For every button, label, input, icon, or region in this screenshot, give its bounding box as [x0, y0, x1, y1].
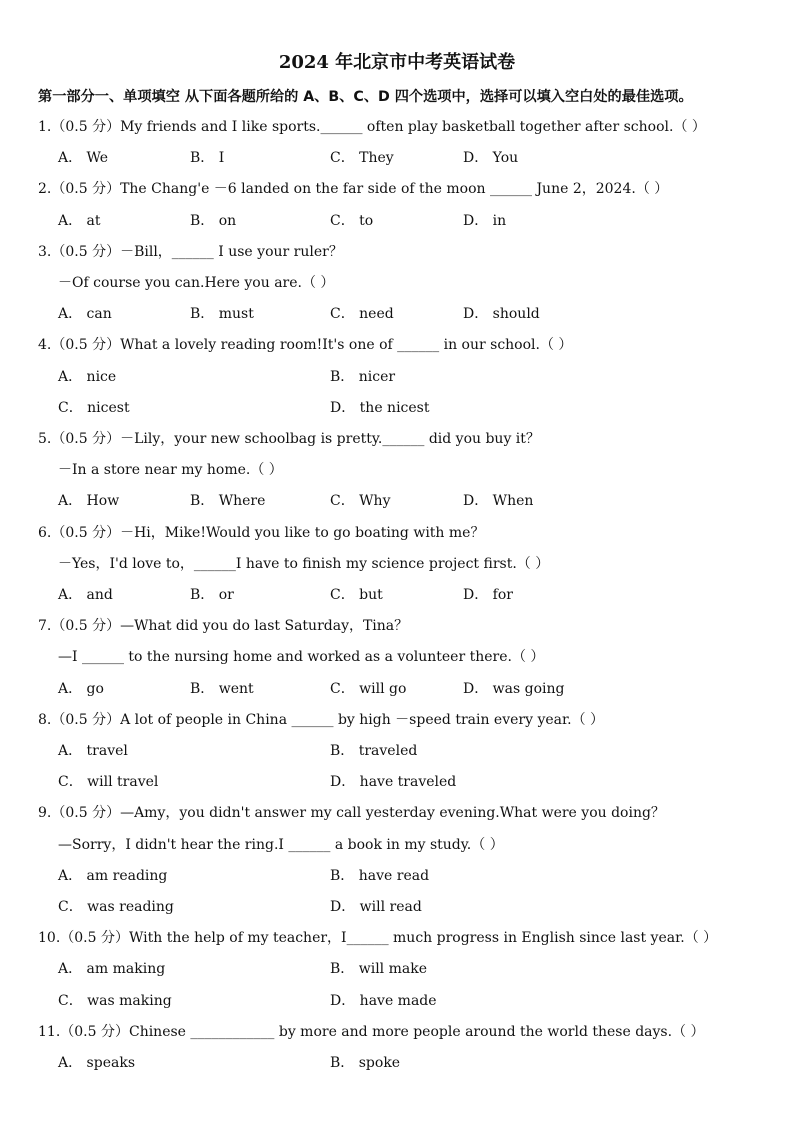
question-7-stem: 7.（0.5 分）—What did you do last Saturday，Tina？ [38, 618, 409, 634]
q4-option-a[interactable]: A． nice [58, 369, 117, 385]
question-9-reply: —Sorry，I didn't hear the ring.I ______ a book in my study.（ ） [58, 837, 504, 853]
q2-option-b[interactable]: B． on [190, 213, 237, 229]
q2-option-a[interactable]: A． at [58, 213, 101, 229]
q7-option-b[interactable]: B． went [190, 681, 254, 697]
q8-option-b[interactable]: B． traveled [330, 743, 418, 759]
question-9-stem: 9.（0.5 分）—Amy，you didn't answer my call yesterday evening.What were you doing？ [38, 805, 665, 821]
q7-option-c[interactable]: C． will go [330, 681, 407, 697]
q6-option-c[interactable]: C． but [330, 587, 383, 603]
q2-option-d[interactable]: D． in [463, 213, 507, 229]
q3-option-a[interactable]: A． can [58, 306, 112, 322]
q5-option-b[interactable]: B． Where [190, 493, 266, 509]
question-10-stem: 10.（0.5 分）With the help of my teacher，I______ much progress in English since last year.（ ） [38, 930, 718, 946]
q7-option-a[interactable]: A． go [58, 681, 104, 697]
q3-option-c[interactable]: C． need [330, 306, 394, 322]
q10-option-a[interactable]: A． am making [58, 961, 166, 977]
q4-option-d[interactable]: D． the nicest [330, 400, 430, 416]
q9-option-b[interactable]: B． have read [330, 868, 430, 884]
q5-option-c[interactable]: C． Why [330, 493, 391, 509]
question-11-stem: 11.（0.5 分）Chinese ____________ by more and more people around the world these days.（ ） [38, 1024, 705, 1040]
q9-option-c[interactable]: C． was reading [58, 899, 174, 915]
q1-option-d[interactable]: D． You [463, 150, 519, 166]
question-8-stem: 8.（0.5 分）A lot of people in China ______ by high －speed train every year.（ ） [38, 712, 605, 728]
q10-option-c[interactable]: C． was making [58, 993, 172, 1009]
question-5-reply: －In a store near my home.（ ） [58, 462, 283, 478]
question-2-stem: 2.（0.5 分）The Chang'e －6 landed on the far side of the moon ______ June 2，2024.（ ） [38, 181, 669, 197]
question-3-reply: －Of course you can.Here you are.（ ） [58, 275, 335, 291]
q9-option-d[interactable]: D． will read [330, 899, 422, 915]
q11-option-a[interactable]: A． speaks [58, 1055, 136, 1071]
q10-option-b[interactable]: B． will make [330, 961, 427, 977]
question-7-reply: —I ______ to the nursing home and worked as a volunteer there.（ ） [58, 649, 545, 665]
q8-option-d[interactable]: D． have traveled [330, 774, 457, 790]
question-6-stem: 6.（0.5 分）－Hi，Mike!Would you like to go boating with me？ [38, 525, 485, 541]
q6-option-b[interactable]: B． or [190, 587, 234, 603]
q11-option-b[interactable]: B． spoke [330, 1055, 401, 1071]
q5-option-d[interactable]: D． When [463, 493, 534, 509]
question-6-reply: －Yes，I'd love to，______I have to finish my science project first.（ ） [58, 556, 550, 572]
question-4-stem: 4.（0.5 分）What a lovely reading room!It's one of ______ in our school.（ ） [38, 337, 573, 353]
q7-option-d[interactable]: D． was going [463, 681, 565, 697]
section-heading: 第一部分一、单项填空 从下面各题所给的 A、B、C、D 四个选项中，选择可以填入空白处的最佳选项。 [38, 89, 693, 105]
page-title: 2024 年北京市中考英语试卷 [278, 52, 516, 73]
q4-option-c[interactable]: C． nicest [58, 400, 130, 416]
q9-option-a[interactable]: A． am reading [58, 868, 168, 884]
question-5-stem: 5.（0.5 分）－Lily，your new schoolbag is pretty.______ did you buy it？ [38, 431, 540, 447]
q5-option-a[interactable]: A． How [58, 493, 120, 509]
q6-option-d[interactable]: D． for [463, 587, 513, 603]
q10-option-d[interactable]: D． have made [330, 993, 437, 1009]
q2-option-c[interactable]: C． to [330, 213, 374, 229]
q6-option-a[interactable]: A． and [58, 587, 113, 603]
q3-option-b[interactable]: B． must [190, 306, 254, 322]
q8-option-c[interactable]: C． will travel [58, 774, 159, 790]
q1-option-c[interactable]: C． They [330, 150, 394, 166]
q1-option-a[interactable]: A． We [58, 150, 109, 166]
q8-option-a[interactable]: A． travel [58, 743, 128, 759]
q1-option-b[interactable]: B． I [190, 150, 225, 166]
question-3-stem: 3.（0.5 分）－Bill，______ I use your ruler？ [38, 244, 343, 260]
question-1-stem: 1.（0.5 分）My friends and I like sports.______ often play basketball together after school.（ ） [38, 119, 706, 135]
q3-option-d[interactable]: D． should [463, 306, 540, 322]
q4-option-b[interactable]: B． nicer [330, 369, 396, 385]
